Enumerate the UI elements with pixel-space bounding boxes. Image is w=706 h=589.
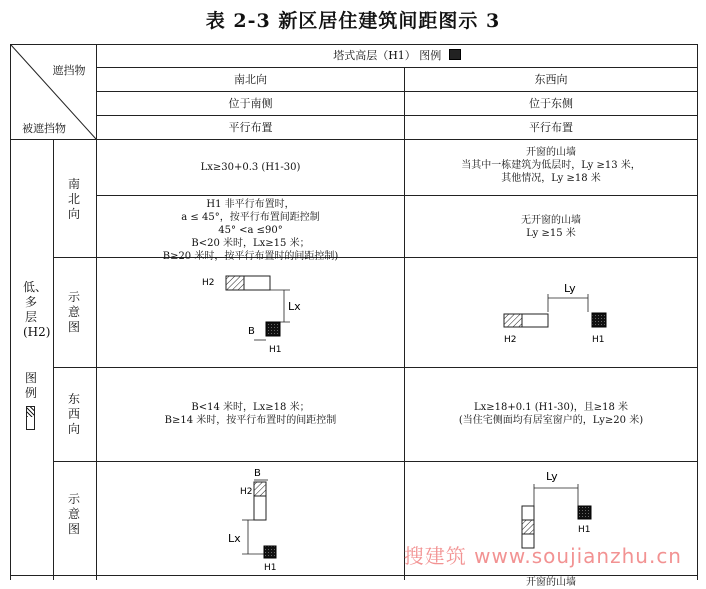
ns-c1-bottom-line-3: 45° <a ≤90° [218,225,283,236]
header-line-4 [10,139,698,140]
d1-h2-hatch [226,276,244,290]
d2-h1-building [592,313,606,327]
d1-h1-building [266,322,280,336]
d3-h2-label: H2 [240,487,253,497]
cell-ns-c2-top [405,146,697,185]
ns-c2-top-line-2: 当其中一栋建筑为低层时，Ly ≥13 米， [461,160,641,171]
header-line-3 [96,115,698,116]
ew-c1-line-1: B<14 米时，Lx≥18 米； [191,402,310,413]
d1-h1-label: H1 [269,345,282,355]
d4-h1-label: H1 [578,525,591,535]
spacing-table [10,44,698,588]
body-divider-mid [404,139,405,580]
diagram-ew-col1 [220,462,300,574]
d2-ly-label: Ly [564,282,576,295]
d1-h2-label: H2 [202,278,215,288]
col1-position: 位于南侧 [228,97,273,110]
body-line-ew-top [53,367,698,368]
low-rise-legend-icon [26,406,35,430]
tower-legend-icon [449,49,461,60]
diagram-ns-col2 [490,276,640,356]
table-title: 表 2-3 新区居住建筑间距图示 3 [205,10,501,32]
ns-c2-bottom-line-2: Ly ≥15 米 [526,228,576,239]
cell-ns-c2-bottom [405,214,697,240]
cell-ns-c1-top: Lx≥30+0.3 (H1-30) [200,162,301,173]
ew-c2-line-2: (当住宅侧面均有居室窗户的，Ly≥20 米) [458,415,644,426]
row-label-diagram2: 示意图 [67,492,80,536]
d3-h1-building [264,546,276,558]
row-label-diagram1: 示意图 [67,290,80,334]
tower-header [97,49,697,62]
ew-c1-line-2: B≥14 米时，按平行布置时的间距控制 [164,415,337,426]
ns-c2-top-line-3: 其他情况，Ly ≥18 米 [501,173,601,184]
ns-c1-bottom-line-5: B≥20 米时，按平行布置时的间距控制) [162,251,339,262]
ns-c1-bottom-line-2: a ≤ 45°，按平行布置间距控制 [181,212,320,223]
body-divider-group [53,139,54,580]
col1-orientation: 南北向 [234,73,267,86]
d3-h1-label: H1 [264,563,277,573]
obstructor-label: 遮挡物 [52,64,86,77]
obstructed-label: 被遮挡物 [22,122,66,135]
legend-hatch [27,407,34,417]
d4-ly-label: Ly [546,470,558,483]
table-border-right [697,44,698,580]
col2-layout: 平行布置 [529,121,573,134]
group-label-legend: 图例 [24,371,37,400]
ns-c2-bottom-line-1: 无开窗的山墙 [521,215,581,226]
body-line-ns-mid [96,195,698,196]
d4-h2-hatch [522,520,534,534]
d2-h1-label: H1 [592,335,605,345]
watermark: 搜建筑 www.soujianzhu.cn [403,544,682,568]
col2-orientation: 东西向 [534,73,568,86]
ew-c2-line-1: Lx≥18+0.1 (H1-30)，且≥18 米 [473,402,629,413]
header-line-1 [96,67,698,68]
diagram-ns-col1 [190,264,330,364]
body-line-diag2-top [53,461,698,462]
ns-c2-top-line-1: 开窗的山墙 [526,147,576,158]
d1-lx-label: Lx [288,300,301,313]
ns-c1-bottom-line-1: H1 非平行布置时， [206,199,295,210]
d2-h2-label: H2 [504,335,517,345]
group-label-low-multi: 低、多层(H2) [23,280,51,339]
row-label-ns: 南北向 [67,177,80,221]
d3-h2-hatch [254,482,266,496]
cell-ew-c2 [405,401,697,427]
row-label-ew: 东西向 [67,392,80,436]
d3-lx-label: Lx [228,532,241,545]
header-line-2 [96,91,698,92]
ns-c1-bottom-line-4: B<20 米时，Lx≥15 米； [191,238,310,249]
col2-position: 位于东侧 [529,97,573,110]
d2-h2-hatch [504,314,522,327]
cell-ew-c1 [97,401,404,427]
col1-layout: 平行布置 [228,121,273,134]
table-border-top [10,44,698,45]
cell-ns-c1-bottom [97,198,404,263]
d4-h1-building [578,506,591,519]
bottom-partial-text: 开窗的山墙 [526,577,576,588]
d1-b-label: B [248,326,255,337]
d3-b-label: B [254,468,261,479]
tower-header-label: 塔式高层（H1） 图例 [333,49,442,62]
